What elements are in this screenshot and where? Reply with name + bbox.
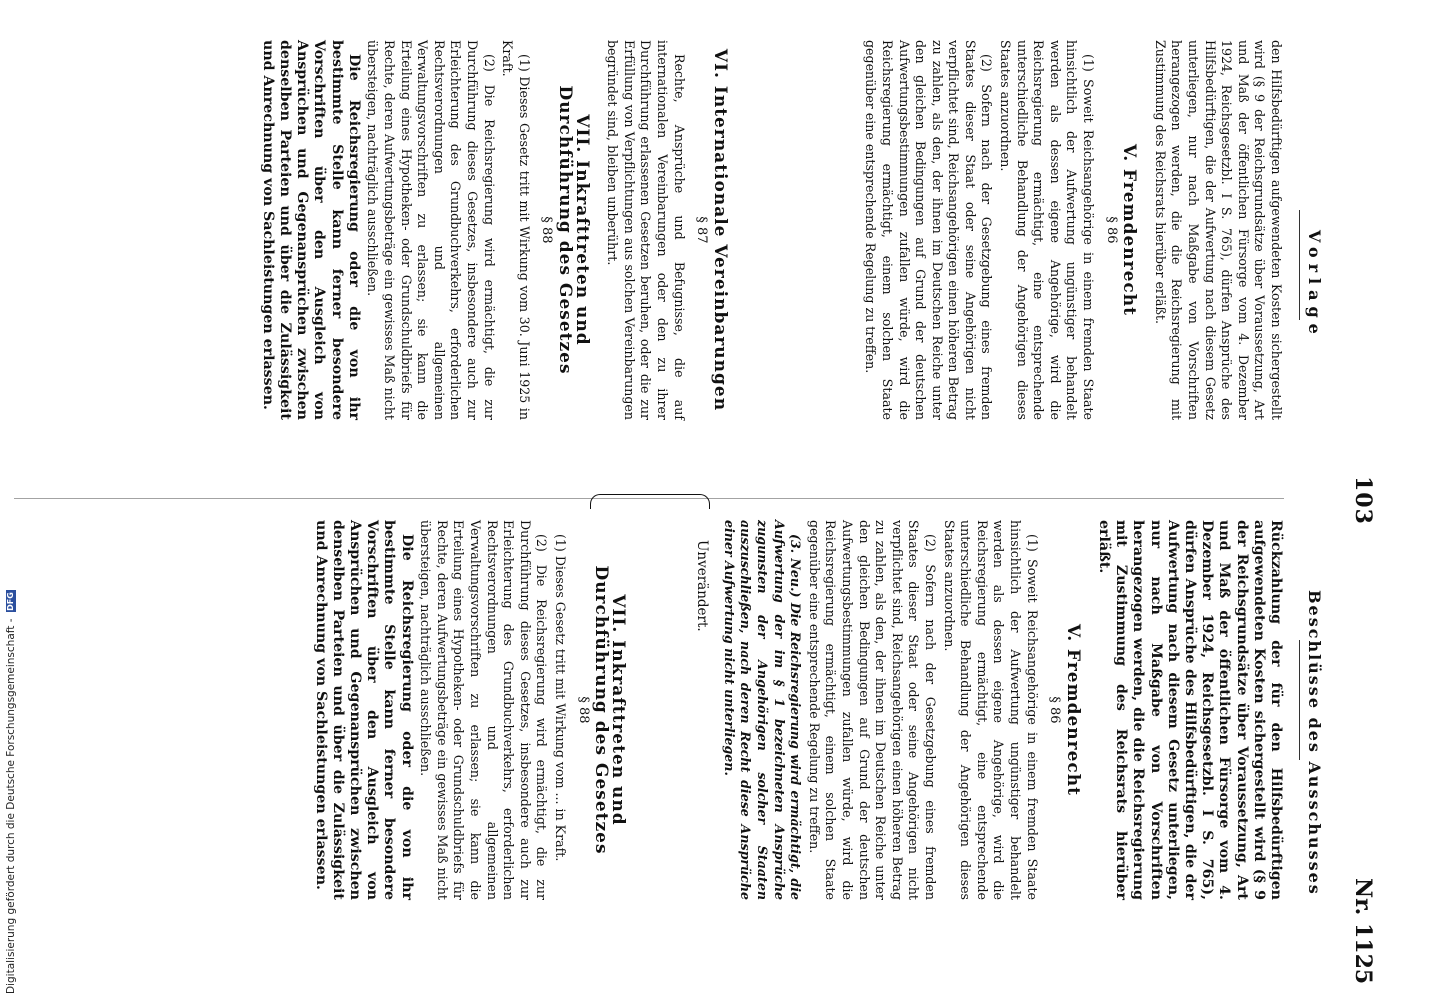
- unchanged-brace: [590, 494, 710, 509]
- right-86-1: (1) Soweit Reichsangehörige in einem fremden Staate hinsichtlich der Aufwertung ungünstiger behandelt werden als dessen eigene Angehörige, wird die Reichsregierung ermächtigt, eine entsprechende unterschiedliche Behandlung der Angehörigen dieses Staates anzuordnen.: [941, 520, 1040, 900]
- left-86-1: (1) Soweit Reichsangehörige in einem fremden Staate hinsichtlich der Aufwertung ungünstiger behandelt werden als dessen eigene Angehörige, wird die Reichsregierung ermächtigt, eine entsprechende unterschiedliche Behandlung der Angehörigen dieses Staates anzuordnen.: [998, 40, 1097, 420]
- right-88-1: (1) Dieses Gesetz tritt mit Wirkung vom ... in Kraft.: [552, 534, 568, 862]
- left-intro: den Hilfsbedürftigen aufgewendeten Kosten sichergestellt wird (§ 9 der Reichsgrundsätze über Voraussetzung, Art und Maß der öffentlichen Fürsorge vom 4. Dezember 1924, Reichsgesetzbl. I S. 765), dürfen Ansprüche des Hilfsbedürftigen, die der Aufwertung nach diesem Gesetz unterliegen, nur nach Maßgabe von Vorschriften herangezogen werden, die die Reichsregierung mit Zustimmung des Reichsrats hierüber erläßt.: [1152, 40, 1284, 420]
- right-paragraph-88-label: § 88: [575, 696, 591, 724]
- left-title-rule: [1299, 210, 1300, 320]
- right-column: [309, 520, 1284, 900]
- right-title-rule: [1299, 640, 1300, 760]
- right-column-title: Beschlüsse des Ausschusses: [1305, 590, 1324, 896]
- left-88-2b: Die Reichsregierung oder die von ihr bestimmte Stelle kann ferner besondere Vorschriften über den Ausgleich von Ansprüchen und Gegenansprüchen zwischen denselben Parteien und über die Zulässigkeit und Anrechnung von Sachleistungen erlassen.: [259, 40, 362, 420]
- right-paragraph-86-label: § 86: [1047, 696, 1063, 724]
- right-88-2: (2) Die Reichsregierung wird ermächtigt, die zur Durchführung dieses Gesetzes, insbesondere auch zur Erleichterung des Grundbuchverkehrs, erforderlichen Rechtsverordnungen und allgemeinen Verwaltungsvorschriften zu erlassen; sie kann die Erteilung eines Hypotheken- oder Grundschuldbriefs für Rechte, deren Aufwertungsbeträge ein gewisses Maß nicht übersteigen, nachträglich ausschließen.: [418, 520, 550, 900]
- footer-text: Digitalisierung gefördert durch die Deutsche Forschungsgemeinschaft -: [5, 618, 17, 994]
- page-number: 103: [1350, 476, 1376, 525]
- left-section-vii-heading: VII. Inkrafttreten und Durchführung des Gesetzes: [555, 85, 592, 375]
- digitization-footer: [4, 0, 18, 994]
- right-88-2b: Die Reichsregierung oder die von ihr bestimmte Stelle kann ferner besondere Vorschriften über den Ausgleich von Ansprüchen und Gegenansprüchen zwischen denselben Parteien und über die Zulässigkeit und Anrechnung von Sachleistungen erlassen.: [312, 520, 415, 900]
- left-paragraph-86-label: § 86: [1103, 216, 1119, 244]
- left-87: Rechte, Ansprüche und Befugnisse, die auf internationalen Vereinbarungen oder den zu ihrer Durchführung erlassenen Gesetzen beruhen, oder die zur Erfüllung von Verpflichtungen aus solchen Vereinbarungen begründet sind, bleiben unberührt.: [605, 40, 687, 420]
- unchanged-note: Unverändert.: [694, 540, 711, 632]
- right-86-2: (2) Sofern nach der Gesetzgebung eines fremden Staates dieser Staat oder seine Angehörigen nicht verpflichtet sind, Reichsangehörigen einen höheren Betrag zu zahlen, als den, der ihnen im Deutschen Reiche unter den gleichen Bedingungen auf Grund der deutschen Aufwertungsbestimmungen zufallen würde, wird die Reichsregierung ermächtigt, einem solchen Staate gegenüber eine entsprechende Regelung zu treffen.: [806, 520, 939, 900]
- right-section-vii-heading: VII. Inkrafttreten und Durchführung des Gesetzes: [591, 565, 628, 855]
- right-section-v-heading: V. Fremdenrecht: [1062, 624, 1083, 796]
- right-86-3-new: (3. Neu.) Die Reichsregierung wird ermächtigt, die Aufwertung der im § 1 bezeichneten Ansprüche zugunsten der Angehörigen solcher Staaten auszuschließen, nach deren Recht diese Ansprüche einer Aufwertung nicht unterliegen.: [721, 520, 804, 900]
- left-paragraph-87-label: § 87: [694, 216, 710, 244]
- left-section-vi-heading: VI. Internationale Vereinbarungen: [709, 48, 730, 412]
- left-88-1: (1) Dieses Gesetz tritt mit Wirkung vom 30. Juni 1925 in Kraft.: [500, 40, 532, 420]
- left-column-title: Vorlage: [1305, 230, 1324, 340]
- left-paragraph-88-label: § 88: [539, 216, 555, 244]
- left-86-2: (2) Sofern nach der Gesetzgebung eines fremden Staates dieser Staat oder seine Angehörigen nicht verpflichtet sind, Reichsangehörigen einen höheren Betrag zu zahlen, als den, der ihnen im Deutschen Reiche unter den gleichen Bedingungen auf Grund der deutschen Aufwertungsbestimmungen zufallen würde, wird die Reichsregierung ermächtigt, einem solchen Staate gegenüber eine entsprechende Regelung zu treffen.: [863, 40, 995, 420]
- drucksache-number: Nr. 1125: [1350, 878, 1376, 985]
- dfg-logo: DFG: [6, 592, 15, 611]
- left-section-v-heading: V. Fremdenrecht: [1119, 144, 1140, 316]
- left-column: [257, 40, 1284, 420]
- left-88-2: (2) Die Reichsregierung wird ermächtigt, die zur Durchführung dieses Gesetzes, insbesondere auch zur Erleichterung des Grundbuchverkehrs, erforderlichen Rechtsverordnungen und allgemeinen Verwaltungsvorschriften zu erlassen; sie kann die Erteilung eines Hypotheken- oder Grundschuldbriefs für Rechte, deren Aufwertungsbeträge ein gewisses Maß nicht übersteigen, nachträglich ausschließen.: [365, 40, 497, 420]
- right-intro: Rückzahlung der für den Hilfsbedürftigen aufgewendeten Kosten sichergestellt wird (§ 9 der Reichsgrundsätze über Voraussetzung, Art und Maß der öffentlichen Fürsorge vom 4. Dezember 1924, Reichsgesetzbl. I S. 765), dürfen Ansprüche des Hilfsbedürftigen, die der Aufwertung nach diesem Gesetz unterliegen, nur nach Maßgabe von Vorschriften herangezogen werden, die die Reichsregierung mit Zustimmung des Reichsrats hierüber erläßt.: [1095, 520, 1284, 900]
